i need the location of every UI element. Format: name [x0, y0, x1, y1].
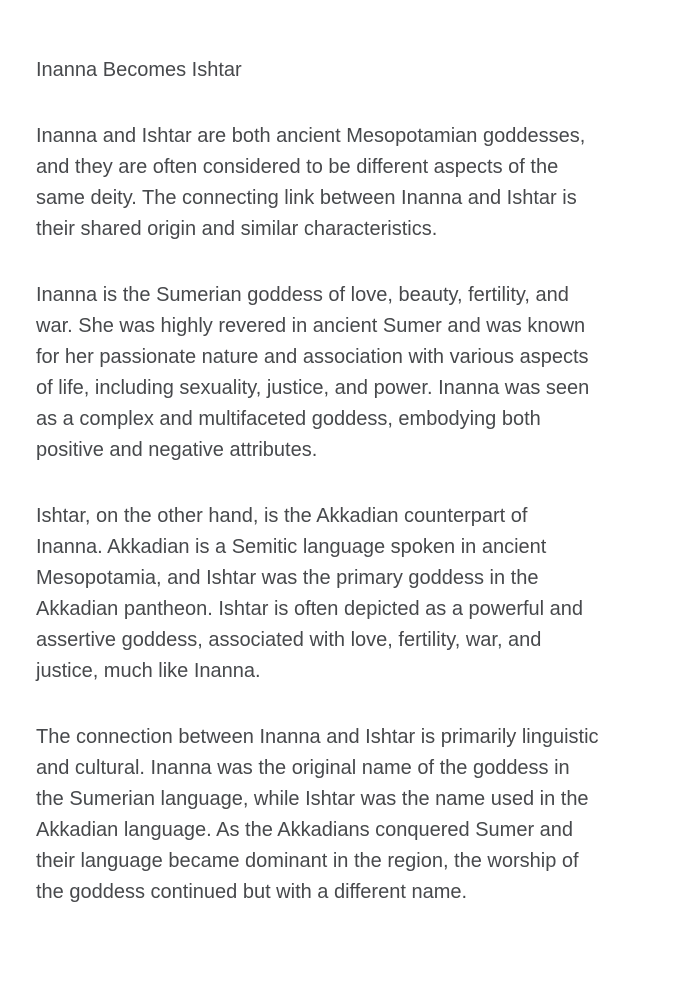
text-line: Inanna is the Sumerian goddess of love, beauty, fertility, and: [36, 284, 569, 306]
paragraph: [36, 121, 663, 245]
text-line: Akkadian pantheon. Ishtar is often depicted as a powerful and: [36, 598, 584, 620]
text-line: war. She was highly revered in ancient Sumer and was known: [36, 315, 586, 337]
text-line: of life, including sexuality, justice, and power. Inanna was seen: [36, 377, 590, 399]
text-line: the goddess continued but with a different name.: [36, 881, 468, 903]
text-line: Akkadian language. As the Akkadians conquered Sumer and: [36, 819, 574, 841]
text-line: Mesopotamia, and Ishtar was the primary goddess in the: [36, 567, 539, 589]
text-line: and they are often considered to be different aspects of the: [36, 156, 559, 178]
text-line: as a complex and multifaceted goddess, embodying both: [36, 408, 541, 430]
text-line: positive and negative attributes.: [36, 439, 318, 461]
text-line: Inanna and Ishtar are both ancient Mesopotamian goddesses,: [36, 125, 586, 147]
paragraph: [36, 501, 663, 687]
text-line: and cultural. Inanna was the original name of the goddess in: [36, 757, 570, 779]
text-line: the Sumerian language, while Ishtar was the name used in the: [36, 788, 589, 810]
text-line: assertive goddess, associated with love, fertility, war, and: [36, 629, 542, 651]
paragraph: [36, 280, 663, 466]
paragraph: [36, 722, 663, 908]
text-line: Ishtar, on the other hand, is the Akkadian counterpart of: [36, 505, 528, 527]
text-line: their shared origin and similar characteristics.: [36, 218, 438, 240]
text-line: Inanna. Akkadian is a Semitic language spoken in ancient: [36, 536, 547, 558]
text-line: The connection between Inanna and Ishtar is primarily linguistic: [36, 726, 599, 748]
document-body: [36, 121, 663, 908]
text-line: same deity. The connecting link between Inanna and Ishtar is: [36, 187, 577, 209]
text-line: for her passionate nature and association with various aspects: [36, 346, 589, 368]
text-line: justice, much like Inanna.: [36, 660, 261, 682]
text-line: their language became dominant in the region, the worship of: [36, 850, 579, 872]
document-title: Inanna Becomes Ishtar: [36, 59, 242, 81]
